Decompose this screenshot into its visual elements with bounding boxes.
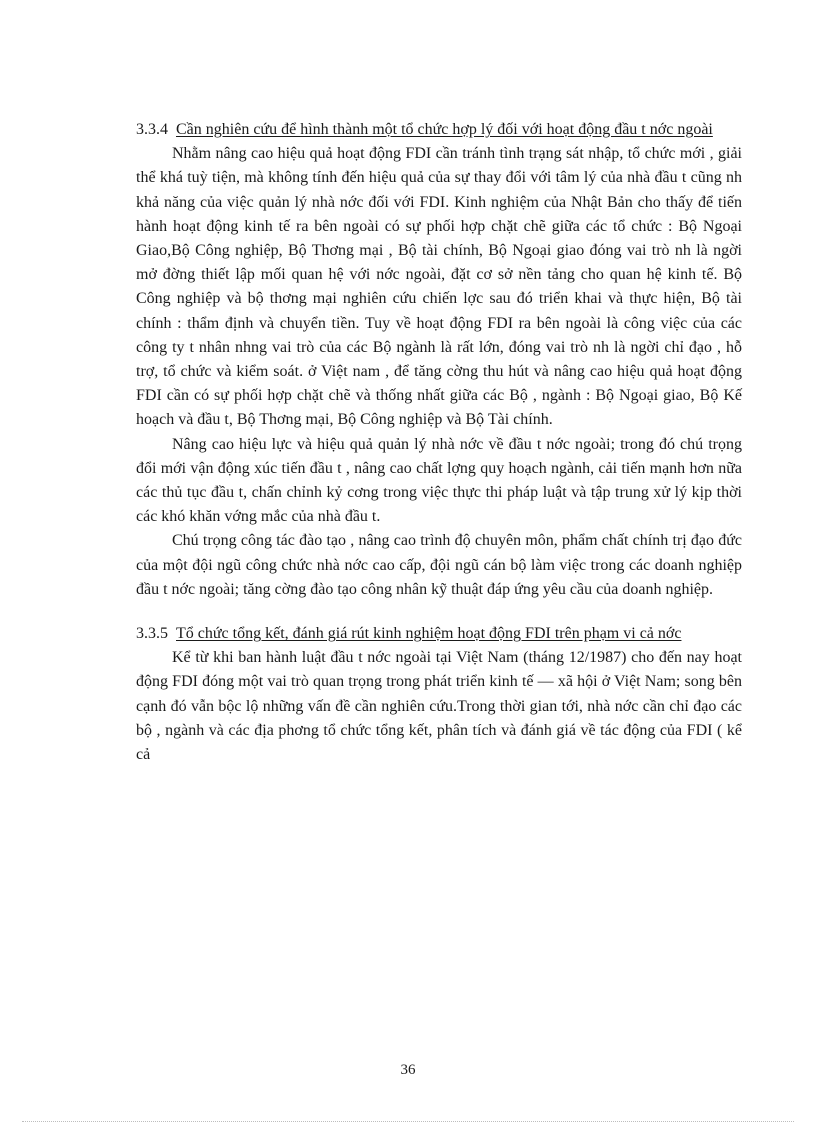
section-heading-3-3-4 [136, 118, 742, 142]
paragraph: Nhằm nâng cao hiệu quả hoạt động FDI cần tránh tình trạng sát nhập, tổ chức mới , giải thể khá tuỳ tiện, mà không tính đến hiệu quả của sự thay đổi với tâm lý của nhà đầu t cũng nh khả năng của việc quản lý nhà nớc đối với FDI. Kinh nghiệm của Nhật Bản cho thấy để tiến hành hoạt động kinh tế ra bên ngoài có sự phối hợp chặt chẽ giữa các tổ chức : Bộ Ngoại Giao,Bộ Công nghiệp, Bộ Thơng mại , Bộ tài chính, Bộ Ngoại giao đóng vai trò nh là ngời mở đờng thiết lập mối quan hệ với nớc ngoài, đặt cơ sở nền tảng cho quan hệ kinh tế. Bộ Công nghiệp và bộ thơng mại nghiên cứu chiến lợc sau đó triển khai và thực hiện, Bộ tài chính : thẩm định và chuyển tiền. Tuy về hoạt động FDI ra bên ngoài là công việc của các công ty t nhân nhng vai trò của các Bộ ngành là rất lớn, đóng vai trò nh là ngời chỉ đạo , hỗ trợ, tổ chức và kiểm soát. ở Việt nam , để tăng cờng thu hút và nâng cao hiệu quả hoạt động FDI cần có sự phối hợp chặt chẽ và thống nhất giữa các Bộ , ngành : Bộ Ngoại giao, Bộ Kế hoạch và đầu t, Bộ Thơng mại, Bộ Công nghiệp và Bộ Tài chính. [136, 145, 742, 429]
section-gap [136, 602, 742, 622]
paragraph: Kể từ khi ban hành luật đầu t nớc ngoài tại Việt Nam (tháng 12/1987) cho đến nay hoạt động FDI đóng một vai trò quan trọng trong phát triển kinh tế — xã hội ở Việt Nam; song bên cạnh đó vẫn bộc lộ những vấn đề cần nghiên cứu.Trong thời gian tới, nhà nớc cần chỉ đạo các bộ , ngành và các địa phơng tổ chức tổng kết, phân tích và đánh giá về tác động của FDI ( kể cả [136, 649, 742, 764]
paragraph: Nâng cao hiệu lực và hiệu quả quản lý nhà nớc về đầu t nớc ngoài; trong đó chú trọng đổi mới vận động xúc tiến đầu t , nâng cao chất lợng quy hoạch ngành, cải tiến mạnh hơn nữa các thủ tục đầu t, chấn chỉnh kỷ cơng trong việc thực thi pháp luật và tập trung xử lý kịp thời các khó khăn vớng mắc của nhà đầu t. [136, 435, 742, 526]
section-number: 3.3.5 [136, 625, 168, 643]
page-content [136, 118, 742, 767]
paragraph: Chú trọng công tác đào tạo , nâng cao trình độ chuyên môn, phẩm chất chính trị đạo đức của một đội ngũ công chức nhà nớc cao cấp, đội ngũ cán bộ làm việc trong các doanh nghiệp đầu t nớc ngoài; tăng cờng đào tạo công nhân kỹ thuật đáp ứng yêu cầu của doanh nghiệp. [136, 532, 742, 598]
section-number: 3.3.4 [136, 121, 168, 138]
section-title: Cần nghiên cứu để hình thành một tổ chức hợp lý đối với hoạt động đầu t nớc ngoài [176, 121, 713, 138]
page-bottom-divider [22, 1121, 794, 1122]
section-title: Tổ chức tổng kết, đánh giá rút kinh nghiệm hoạt động FDI trên phạm vi cả nớc [176, 625, 682, 643]
section-heading-3-3-5 [136, 622, 742, 646]
page-number: 36 [400, 1062, 416, 1078]
